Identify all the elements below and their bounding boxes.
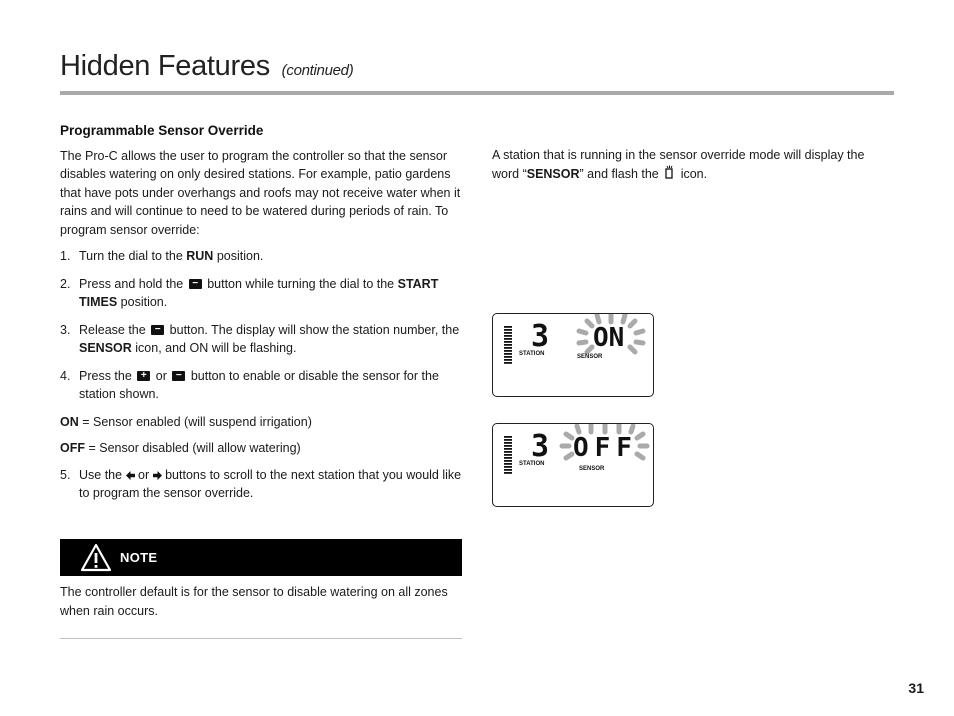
- right-keyword: SENSOR: [526, 166, 580, 181]
- section-heading: Programmable Sensor Override: [60, 123, 264, 138]
- title-main: Hidden Features: [60, 50, 270, 82]
- lcd-sensor-label: SENSOR: [577, 354, 603, 360]
- lcd-off-graphic: [493, 424, 653, 506]
- note-text: The controller default is for the sensor to disable watering on all zones when rain occurs.: [60, 585, 448, 618]
- lcd-station-label: STATION: [519, 351, 545, 357]
- off-keyword: OFF: [60, 441, 85, 455]
- step-2: [60, 275, 462, 312]
- station-bars: [504, 436, 512, 474]
- step-text: button. The display will show the station number, the: [166, 322, 460, 337]
- steps-list-cont: [60, 466, 462, 503]
- note-banner: [60, 539, 462, 576]
- step-text: position.: [213, 249, 264, 263]
- on-text: = Sensor enabled (will suspend irrigation): [78, 414, 312, 429]
- lcd-station-number: 3: [531, 319, 550, 354]
- step-text: position.: [117, 295, 168, 309]
- header-rule: [60, 91, 894, 95]
- step-number: 5.: [60, 467, 71, 482]
- step-text: Use the: [79, 467, 126, 482]
- step-text: Release the: [79, 322, 150, 337]
- minus-key-icon: −: [172, 371, 185, 381]
- step-number: 1.: [60, 249, 71, 263]
- page-number: 31: [908, 680, 924, 696]
- lcd-display-on: [492, 313, 654, 397]
- right-text: icon.: [677, 166, 708, 181]
- title-continued: (continued): [281, 62, 354, 79]
- left-arrow-icon: [126, 471, 135, 480]
- plus-key-icon: +: [137, 371, 150, 381]
- step-3: [60, 321, 462, 358]
- step-number: 4.: [60, 368, 71, 383]
- sensor-icon: [665, 165, 674, 179]
- off-text: = Sensor disabled (will allow watering): [85, 441, 301, 455]
- lcd-on-graphic: [493, 314, 653, 396]
- lcd-station-number: 3: [531, 429, 550, 464]
- step-text: Press and hold the: [79, 276, 187, 291]
- off-explanation: [60, 439, 462, 458]
- station-bars: [504, 326, 512, 364]
- step-text: or: [152, 368, 171, 383]
- minus-key-icon: −: [189, 279, 202, 289]
- step-keyword: SENSOR: [79, 341, 132, 355]
- step-1: [60, 247, 462, 266]
- step-keyword: RUN: [186, 249, 214, 263]
- step-number: 2.: [60, 276, 71, 291]
- left-column: [60, 122, 462, 512]
- on-keyword: ON: [60, 414, 79, 429]
- steps-list: [60, 247, 462, 404]
- minus-key-icon: −: [151, 325, 164, 335]
- step-text: Press the: [79, 368, 136, 383]
- step-4: [60, 367, 462, 404]
- step-text: button while turning the dial to the: [203, 276, 398, 291]
- lcd-sensor-label: SENSOR: [579, 466, 605, 472]
- step-5: [60, 466, 462, 503]
- step-text: buttons to scroll to the next station that you would like to program the sensor override.: [79, 467, 462, 500]
- right-text: A station that is running in the sensor override mode will display the word “: [492, 148, 865, 181]
- right-text: ” and flash the: [579, 166, 663, 181]
- intro-paragraph: The Pro-C allows the user to program the controller so that the sensor disables watering on only desired stations. For example, patio gardens that have pots under overhangs and roofs may not receive water when it rains and will continue to need to be watered during periods of rain. To program sensor override:: [60, 148, 461, 237]
- step-text: button to enable or disable the sensor for the station shown.: [79, 368, 439, 401]
- lcd-off-text: OFF: [573, 433, 638, 463]
- step-keyword: START TIMES: [79, 276, 439, 309]
- note-label: NOTE: [120, 550, 158, 565]
- right-column: [492, 146, 892, 183]
- step-text: Turn the dial to the: [79, 249, 187, 263]
- page-title: [60, 50, 353, 83]
- step-text: or: [134, 467, 153, 482]
- note-rule: [60, 638, 462, 639]
- step-number: 3.: [60, 322, 71, 337]
- warning-icon: [80, 543, 112, 572]
- lcd-display-off: [492, 423, 654, 507]
- step-text: icon, and ON will be flashing.: [131, 341, 297, 355]
- lcd-station-label: STATION: [519, 461, 545, 467]
- lcd-on-text: ON: [593, 323, 625, 353]
- on-explanation: [60, 413, 462, 432]
- right-arrow-icon: [153, 471, 162, 480]
